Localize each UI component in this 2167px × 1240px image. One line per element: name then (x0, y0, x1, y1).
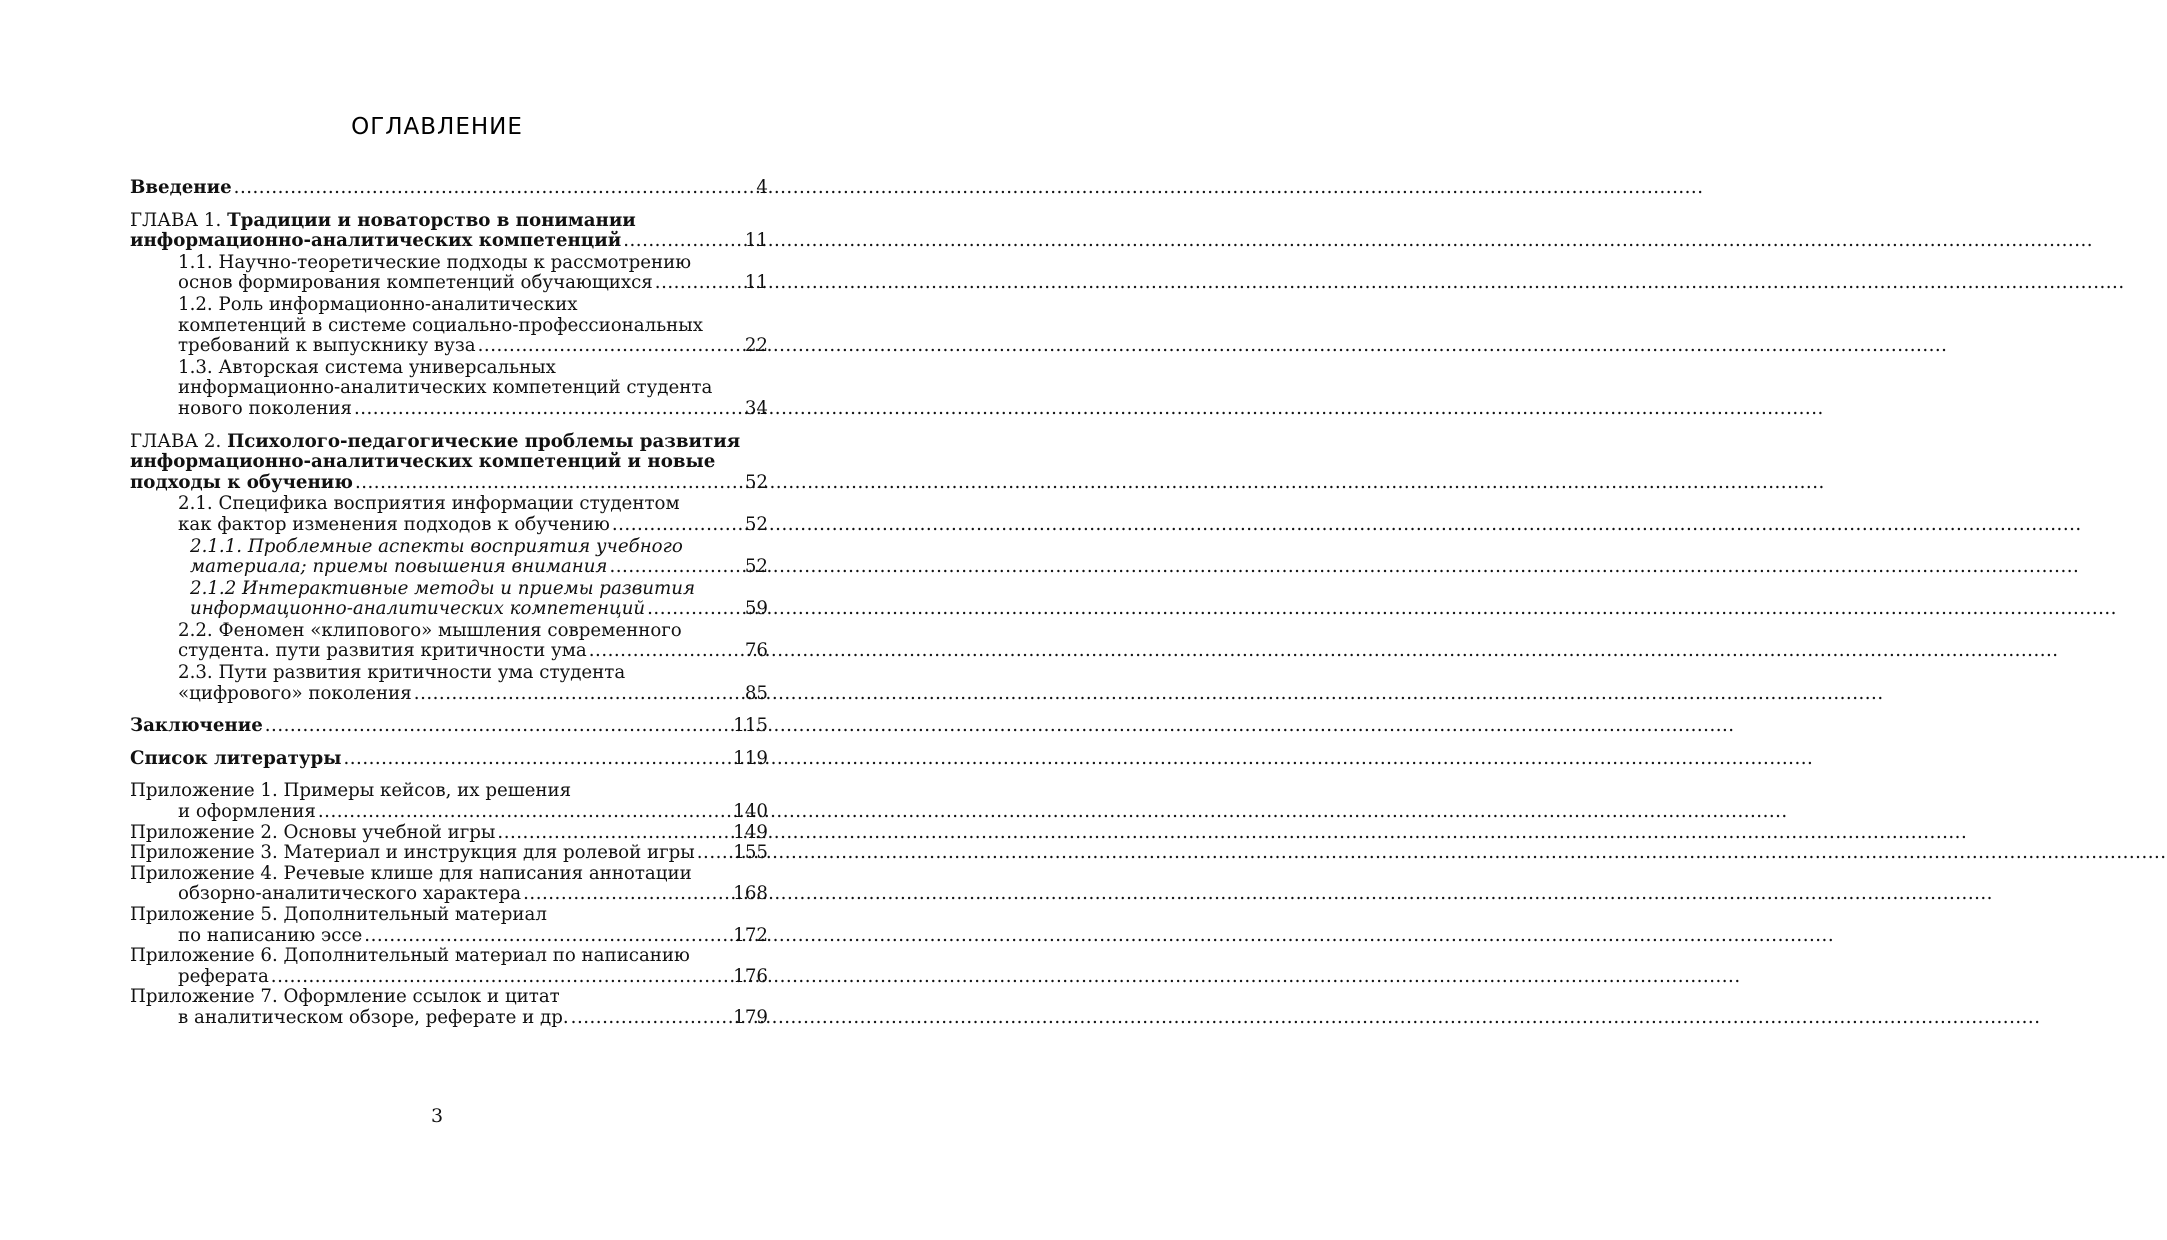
toc-entry-title: основ формирования компетенций обучающихся (178, 272, 653, 294)
toc-entry-title: Приложение 3. Материал и инструкция для ролевой игры (130, 842, 695, 864)
toc-entry-line (130, 211, 768, 232)
dot-leader (271, 967, 731, 988)
toc-entry-last-line (130, 926, 768, 947)
toc-entry-title: нового поколения (178, 397, 352, 419)
toc-entry[interactable] (130, 749, 768, 770)
toc-entry-title: информационно-аналитических компетенций (130, 230, 622, 252)
toc-entry-title: по написанию эссе (178, 924, 363, 946)
toc-entry-title: Список литературы (130, 747, 342, 769)
toc-entry-last-line (130, 802, 768, 823)
toc-entry-line: информационно-аналитических компетенций студента (178, 377, 713, 399)
toc-entry[interactable] (130, 621, 768, 662)
toc-entry-last-line (178, 399, 768, 420)
toc-entry-line: компетенций в системе социально-профессиональных (178, 314, 703, 336)
chapter-prefix: ГЛАВА 2. (130, 430, 228, 452)
toc-entry-last-line (178, 515, 768, 536)
toc-entry-line: 1.1. Научно-теоретические подходы к рассмотрению (178, 251, 692, 273)
dot-leader (523, 884, 731, 905)
toc-entry-line: 2.1.2 Интерактивные методы и приемы развития (190, 577, 696, 599)
dot-leader (571, 1008, 732, 1029)
table-of-contents (130, 178, 768, 1029)
toc-entry-title: информационно-аналитических компетенций (190, 598, 646, 620)
toc-entry-last-line (190, 557, 768, 578)
chapter-heading: Психолого-педагогические проблемы развития (227, 430, 741, 452)
toc-entry[interactable] (130, 946, 768, 987)
toc-entry-title: и оформления (178, 801, 316, 823)
toc-entry-title: «цифрового» поколения (178, 682, 412, 704)
toc-page-number: 140 (733, 801, 768, 823)
toc-page-number: 168 (733, 883, 768, 905)
toc-entry[interactable] (130, 843, 768, 864)
toc-entry-title: студента. пути развития критичности ума (178, 640, 587, 662)
toc-entry-line: Приложение 1. Примеры кейсов, их решения (130, 780, 572, 802)
toc-entry-last-line (178, 273, 768, 294)
toc-entry-last-line (130, 884, 768, 905)
toc-entry[interactable] (130, 253, 768, 294)
toc-page-number: 4 (756, 177, 768, 198)
page-title: ОГЛАВЛЕНИЕ (351, 114, 523, 140)
toc-entry-last-line (130, 843, 768, 864)
toc-entry-line: 2.1. Специфика восприятия информации студентом (178, 493, 680, 515)
toc-page-number: 22 (744, 335, 768, 357)
toc-entry-last-line (130, 823, 768, 844)
dot-leader (318, 802, 731, 823)
dot-leader (589, 641, 743, 662)
toc-entry[interactable] (130, 178, 768, 199)
toc-entry-title: в аналитическом обзоре, реферате и др. (178, 1006, 569, 1028)
dot-leader (612, 515, 743, 536)
toc-entry-last-line (130, 749, 768, 770)
dot-leader (647, 599, 743, 620)
toc-page-number: 149 (733, 821, 768, 843)
toc-entry-title: материала; приемы повышения внимания (190, 556, 608, 578)
toc-entry-line: Приложение 5. Дополнительный материал (130, 904, 547, 925)
toc-page-number: 11 (744, 230, 768, 252)
toc-entry-line (130, 432, 768, 453)
toc-page-number: 172 (733, 924, 768, 946)
toc-entry-line: 2.2. Феномен «клипового» мышления современного (178, 619, 682, 641)
toc-entry-line: 1.2. Роль информационно-аналитических (178, 293, 578, 315)
toc-entry-last-line (130, 1008, 768, 1029)
toc-entry-title: требований к выпускнику вуза (178, 335, 476, 357)
toc-entry-last-line (178, 684, 768, 705)
toc-entry[interactable] (130, 864, 768, 905)
toc-entry-title: подходы к обучению (130, 471, 353, 493)
toc-page-number: 52 (744, 471, 768, 493)
toc-entry-last-line (130, 967, 768, 988)
chapter-heading: Традиции и новаторство в понимании (227, 209, 636, 231)
toc-page-number: 115 (733, 715, 768, 737)
toc-entry[interactable] (130, 823, 768, 844)
toc-entry-line: 2.3. Пути развития критичности ума студента (178, 662, 626, 684)
toc-page-number: 59 (744, 598, 768, 620)
toc-page-number: 155 (733, 842, 768, 864)
dot-leader (497, 823, 731, 844)
dot-leader (655, 273, 743, 294)
toc-entry-line: 1.3. Авторская система универсальных (178, 356, 556, 378)
page-number: 3 (430, 1105, 444, 1127)
dot-leader (697, 843, 732, 864)
toc-entry-last-line (130, 716, 768, 737)
toc-page-number: 34 (744, 397, 768, 419)
toc-entry[interactable] (130, 358, 768, 420)
chapter-prefix: ГЛАВА 1. (130, 209, 228, 231)
toc-entry[interactable] (130, 905, 768, 946)
toc-entry[interactable] (130, 716, 768, 737)
dot-leader (364, 926, 731, 947)
toc-entry-title: Приложение 2. Основы учебной игры (130, 821, 496, 843)
toc-entry[interactable] (130, 987, 768, 1028)
toc-entry-line: информационно-аналитических компетенций и новые (130, 451, 716, 473)
toc-page-number: 179 (733, 1006, 768, 1028)
toc-entry-last-line (130, 473, 768, 494)
toc-entry[interactable] (130, 781, 768, 822)
toc-entry[interactable] (130, 579, 768, 620)
toc-entry-title: Заключение (130, 715, 263, 737)
toc-entry[interactable] (130, 663, 768, 704)
dot-leader (414, 684, 743, 705)
toc-page-number: 76 (744, 640, 768, 662)
toc-page-number: 176 (733, 965, 768, 987)
dot-leader (354, 399, 743, 420)
toc-entry-line: Приложение 7. Оформление ссылок и цитат (130, 986, 560, 1008)
dot-leader (234, 178, 755, 199)
dot-leader (623, 231, 743, 252)
toc-page-number: 52 (744, 556, 768, 578)
toc-entry[interactable] (130, 295, 768, 357)
dot-leader (478, 336, 743, 357)
toc-entry-title: как фактор изменения подходов к обучению (178, 513, 610, 535)
toc-entry-last-line (178, 336, 768, 357)
dot-leader (355, 473, 743, 494)
toc-entry[interactable] (130, 537, 768, 578)
toc-entry-line: Приложение 6. Дополнительный материал по написанию (130, 945, 690, 967)
toc-page-number: 11 (744, 272, 768, 294)
toc-entry-line: 2.1.1. Проблемные аспекты восприятия учебного (190, 535, 683, 557)
toc-entry-last-line (130, 178, 768, 199)
toc-entry-last-line (130, 231, 768, 252)
toc-entry-last-line (190, 599, 768, 620)
toc-page-number: 52 (744, 513, 768, 535)
toc-entry-last-line (178, 641, 768, 662)
toc-page-number: 85 (744, 682, 768, 704)
dot-leader (343, 749, 731, 770)
dot-leader (265, 716, 732, 737)
toc-entry-title: обзорно-аналитического характера (178, 883, 522, 905)
toc-entry[interactable] (130, 211, 768, 252)
toc-entry-line: Приложение 4. Речевые клише для написания аннотации (130, 862, 692, 884)
toc-entry-title: Введение (130, 177, 232, 198)
dot-leader (609, 557, 742, 578)
toc-page-number: 119 (733, 747, 768, 769)
toc-entry[interactable] (130, 432, 768, 494)
toc-entry-title: реферата (178, 965, 269, 987)
toc-entry[interactable] (130, 494, 768, 535)
